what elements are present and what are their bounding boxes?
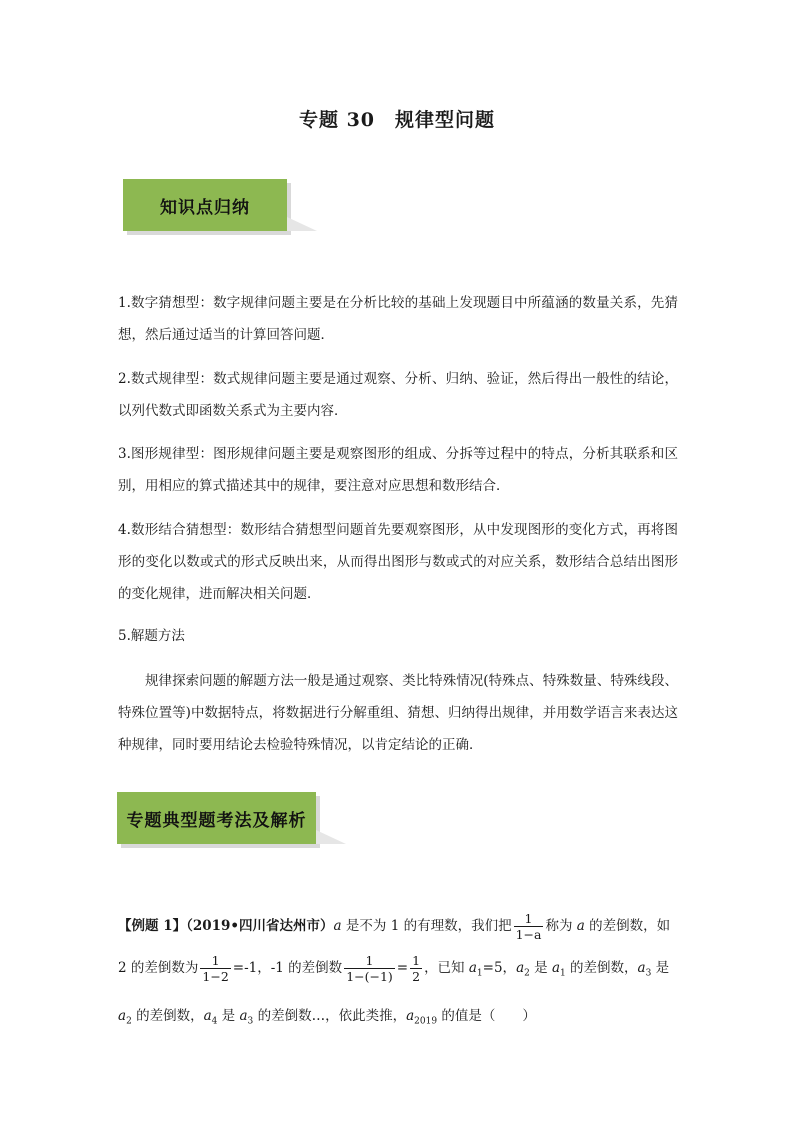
example-source: （2019•四川省达州市）	[186, 918, 334, 934]
math-var: a	[333, 918, 342, 934]
example-text: 的差倒数，	[131, 1007, 204, 1024]
fraction-denominator: 2	[412, 969, 421, 984]
example-text: 的值是（ ）	[437, 1007, 536, 1024]
math-var: a	[516, 960, 525, 976]
math-var: a	[118, 1007, 127, 1024]
section-banner-label: 专题典型题考法及解析	[126, 810, 307, 831]
fraction-numerator: 1	[200, 953, 230, 969]
fraction-denominator: 1−(−1)	[346, 969, 393, 984]
math-var: a	[203, 1007, 212, 1024]
math-var: a	[468, 960, 477, 976]
paragraph-expression-pattern: 2.数式规律型：数式规律问题主要是通过观察、分析、归纳、验证，然后得出一般性的结论，以列代数式即函数关系式为主要内容．	[118, 371, 678, 419]
fraction-numerator: 1	[514, 911, 544, 927]
example-text: =5，	[482, 960, 517, 976]
example-text: 的差倒数，如 2 的差倒数为	[118, 918, 671, 976]
math-var: a	[239, 1007, 248, 1024]
math-var: a	[406, 1007, 415, 1024]
example-problem	[118, 905, 678, 1042]
math-var: a	[637, 960, 646, 976]
fraction-numerator: 1	[344, 953, 395, 969]
fraction	[344, 953, 395, 984]
math-var: a	[576, 918, 585, 934]
example-text: 的差倒数…，依此类推，	[253, 1007, 407, 1024]
example-text: =	[396, 960, 409, 976]
math-subscript: 3	[247, 1016, 254, 1027]
section-banner-label: 知识点归纳	[160, 197, 250, 218]
example-text: ，已知	[424, 960, 469, 976]
example-label: 【例题 1】	[118, 918, 187, 934]
fraction	[410, 953, 422, 984]
math-subscript: 2	[524, 968, 530, 979]
math-var: a	[551, 960, 561, 976]
section-banner-knowledge	[123, 179, 287, 231]
paragraph-method-body: 规律探索问题的解题方法一般是通过观察、类比特殊情况(特殊点、特殊数量、特殊线段、特殊位置等)中数据特点，将数据进行分解重组、猜想、归纳得出规律，并用数学语言来表达这种规律，同时要用结论去检验特殊情况，以肯定结论的正确．	[118, 673, 678, 753]
math-subscript: 1	[560, 968, 566, 979]
math-subscript: 3	[645, 968, 652, 979]
fraction	[200, 953, 230, 984]
example-text: =-1，-1 的差倒数	[232, 960, 343, 976]
section-banner-examples	[117, 792, 316, 844]
page-title: 专题 30 规律型问题	[298, 109, 496, 131]
math-subscript: 2	[126, 1016, 132, 1027]
math-subscript: 1	[476, 968, 483, 979]
example-text: 称为	[545, 918, 577, 934]
example-text: 的差倒数，	[565, 960, 638, 976]
example-text: 是	[217, 1007, 240, 1024]
paragraph-method-heading: 5.解题方法	[118, 628, 185, 644]
example-text: 是不为 1 的有理数，我们把	[341, 918, 512, 934]
paragraph-number-shape: 4.数形结合猜想型：数形结合猜想型问题首先要观察图形，从中发现图形的变化方式，再将图形的变化以数或式的形式反映出来，从而得出图形与数或式的对应关系，数形结合总结出图形的变化规律，进而解决相关问题．	[118, 522, 678, 602]
fraction-denominator: 1−2	[202, 969, 229, 984]
fraction	[514, 911, 544, 942]
example-text: 是	[651, 960, 670, 976]
example-text: 是	[529, 960, 552, 976]
math-subscript: 2019	[414, 1016, 438, 1027]
math-subscript: 4	[211, 1016, 218, 1027]
paragraph-shape-pattern: 3.图形规律型：图形规律问题主要是观察图形的组成、分拆等过程中的特点，分析其联系和区别，用相应的算式描述其中的规律，要注意对应思想和数形结合．	[118, 446, 678, 494]
paragraph-number-guess: 1.数字猜想型：数字规律问题主要是在分析比较的基础上发现题目中所蕴涵的数量关系，先猜想，然后通过适当的计算回答问题．	[118, 295, 678, 343]
fraction-numerator: 1	[412, 953, 421, 968]
fraction-denominator: 1−a	[515, 927, 542, 942]
